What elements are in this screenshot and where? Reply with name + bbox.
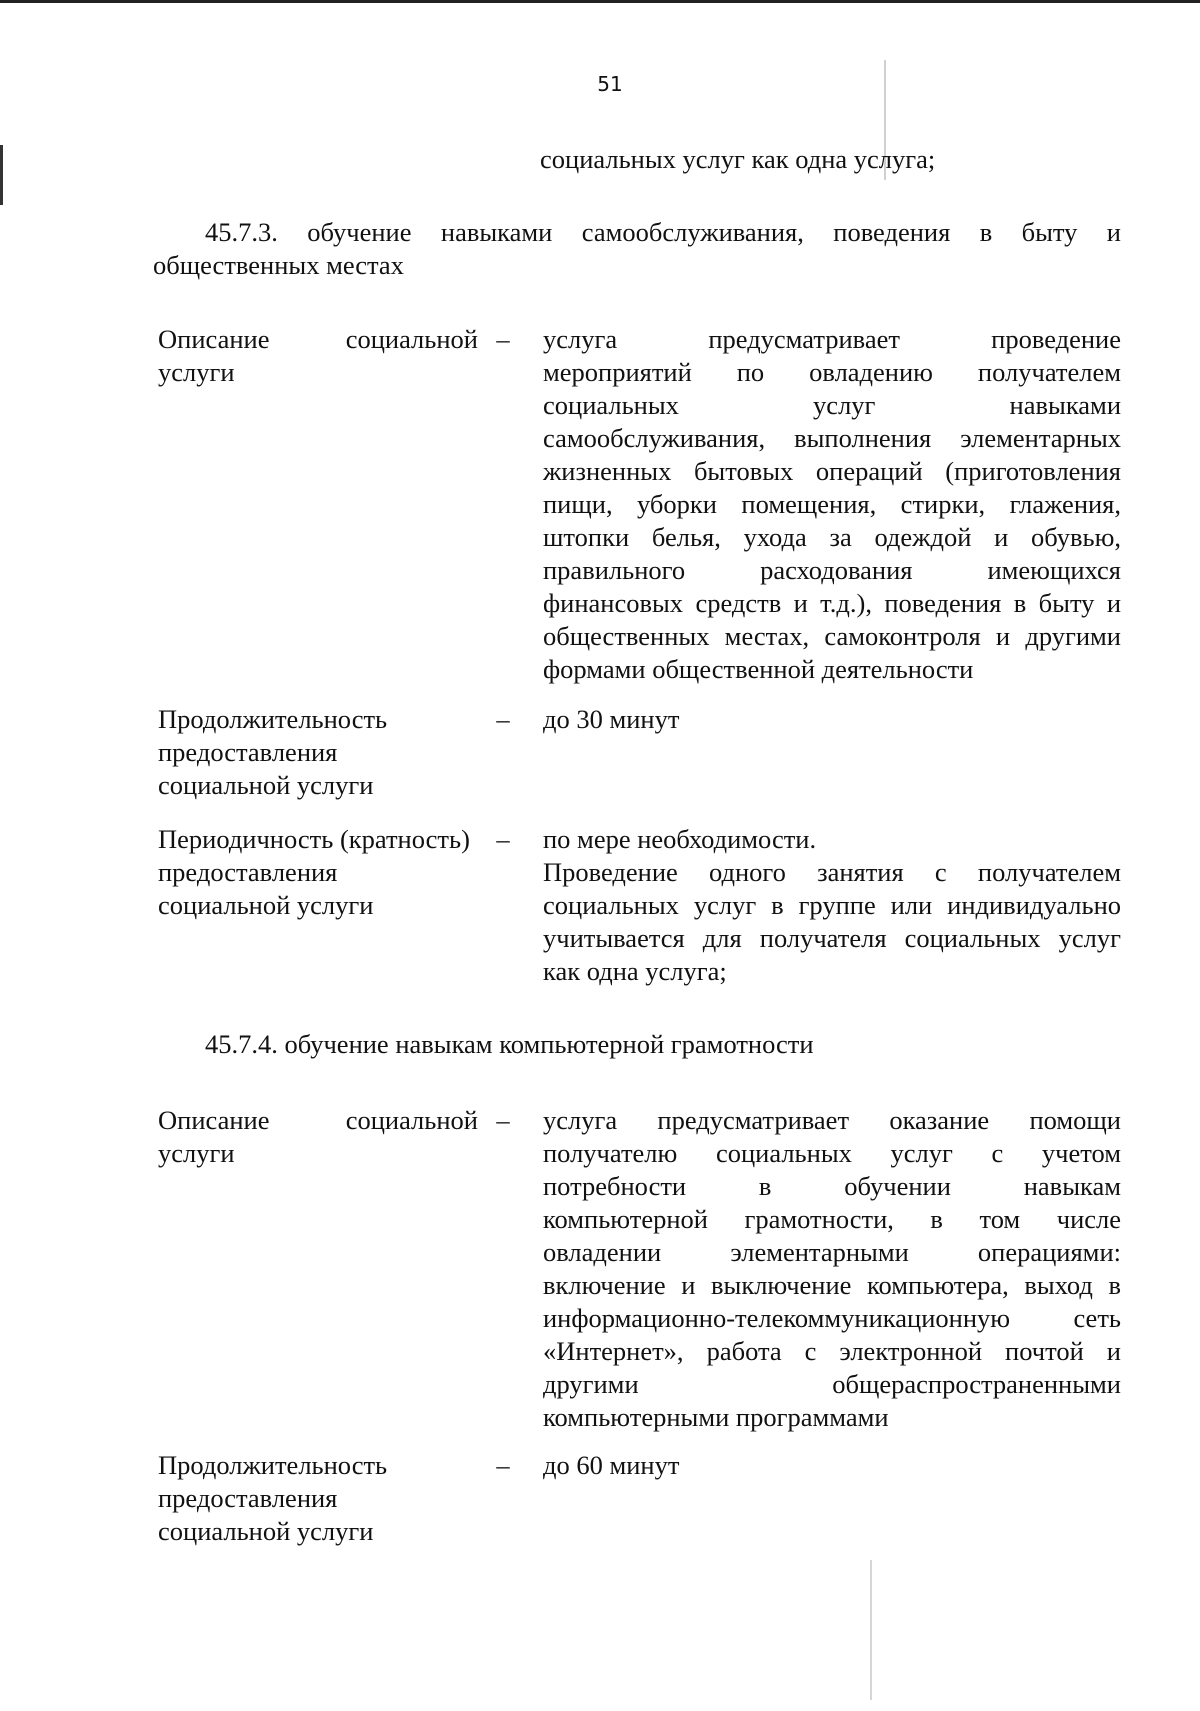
- section-heading: 45.7.3. обучение навыками самообслуживания, поведения в быту и: [205, 217, 1121, 247]
- scan-left-mark: [0, 145, 3, 205]
- row-label: Описание социальной услуги: [158, 1105, 478, 1168]
- row-label: Описание социальной услуги: [158, 324, 478, 387]
- row-dash: –: [496, 704, 510, 734]
- page-number: 51: [597, 72, 623, 96]
- row-duration: до 60 минут: [543, 1450, 680, 1480]
- row-frequency: по мере необходимости. Проведение одного занятия с получателем социальных услуг в группе или индивидуально учитывается для получателя социальных услуг как одна услуга;: [543, 824, 1121, 986]
- row-description: услуга предусматривает проведение мероприятий по овладению получателем социальных услуг навыками самообслуживания, выполнения элементарных жизненных бытовых операций (приготовления пищи, уборки помещения, стирки, глажения, штопки белья, ухода за одеждой и обувью, правильного расходования имеющихся финансовых средств и т.д.), поведения в быту и общественных местах, самоконтроля и другими формами общественной деятельности: [543, 324, 1121, 684]
- scan-top-border: [0, 0, 1200, 3]
- section-heading: 45.7.4. обучение навыкам компьютерной грамотности: [205, 1029, 814, 1059]
- row-duration: до 30 минут: [543, 704, 680, 734]
- row-label: Продолжительность предоставления социальной услуги: [158, 704, 388, 800]
- row-dash: –: [496, 824, 510, 854]
- scan-artifact: [870, 1560, 872, 1700]
- row-dash: –: [496, 324, 510, 354]
- row-dash: –: [496, 1105, 510, 1135]
- row-label: Периодичность (кратность) предоставления социальной услуги: [158, 824, 470, 920]
- continuation-text: социальных услуг как одна услуга;: [540, 144, 936, 174]
- row-label: Продолжительность предоставления социальной услуги: [158, 1450, 388, 1546]
- row-description: услуга предусматривает оказание помощи получателю социальных услуг с учетом потребности в обучении навыкам компьютерной грамотности, в том числе овладении элементарными операциями: включение и выключение компьютера, выход в информационно-телекоммуникационную сеть «Интернет», работа с электронной почтой и другими общераспространенными компьютерными программами: [543, 1105, 1121, 1432]
- section-heading-cont: общественных местах: [153, 250, 404, 280]
- row-dash: –: [496, 1450, 510, 1480]
